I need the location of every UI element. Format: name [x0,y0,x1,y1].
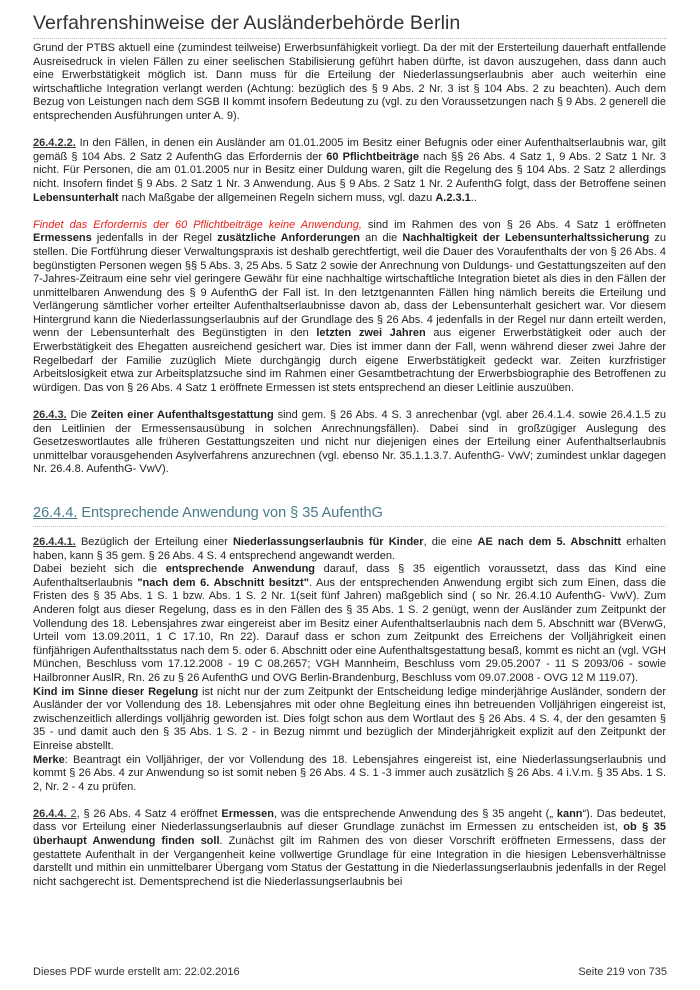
page-footer [33,966,667,978]
paragraph-26-4-2-2: 26.4.2.2. In den Fällen, in denen ein Ausländer am 01.01.2005 im Besitz einer Befugnis oder einer Aufenthaltserlaubnis war, gilt gemäß § 104 Abs. 2 Satz 2 AufenthG das Erfordernis der 60 Pflichtbeiträge nach §§ 26 Abs. 4 Satz 1, 9 Abs. 2 Satz 1 Nr. 3 nicht. Für Personen, die am 01.01.2005 nur in Besitz einer Duldung waren, gilt die Regelung des § 104 Abs. 2 Satz 2 allerdings nicht. Insofern findet § 9 Abs. 2 Satz 1 Nr. 3 Anwendung. Aus § 9 Abs. 2 Satz 1 Nr. 2 AufenthG folgt, dass der Betroffene seinen Lebensunterhalt nach Maßgabe der allgemeinen Regeln sichern muss, vgl. dazu A.2.3.1.. [33,137,667,204]
section-ref-number[interactable]: 2 [66,807,77,820]
section-ref-26-4-4-1[interactable]: 26.4.4.1. [33,536,76,548]
paragraph-ptbs: Grund der PTBS aktuell eine (zumindest teilweise) Erwerbsunfähigkeit vorliegt. Da der mit der Ersterteilung dauerhaft entfallende Ausreisedruck in vielen Fällen zu einer seelischen Stabilisierung geführt haben dürfte, ist davon auszugehen, dass dann auch eine Erwerbstätigkeit möglich ist. Dann muss für die Erteilung der Niederlassungserlaubnis aber auch weiterhin eine wirtschaftliche Integration verlangt werden (Achtung: bezüglich des § 9 Abs. 2 Nr. 3 ist § 104 Abs. 2 zu beachten). Auch dem Bezug von Leistungen nach dem SGB II kommt insofern Bedeutung zu (vgl. zu den Voraussetzungen nach § 9 Abs. 2 generell die entsprechenden Ausführungen unter A. 9). [33,42,666,122]
section-ref-26-4-3[interactable]: 26.4.3. [33,409,67,422]
paragraph-kind-definition: Kind im Sinne dieser Regelung ist nicht nur der zum Zeitpunkt der Entscheidung ledige minderjährige Ausländer, sondern der Ausländer der vor Vollendung des 18. Lebensjahres mit oder ohne Begleitung eines ihn betreuenden Volljährigen eingereist ist, zwischenzeitlich allerdings volljährig geworden ist. Dies folgt schon aus dem Wortlaut des § 26 Abs. 4 S. 4, der den gesamten § 35 - und damit auch den § 35 Abs. 1 S. 2 - in Bezug nimmt und bezüglich der Minderjährigkeit explizit auf den Zeitpunkt der Einreise abstellt. [33,685,666,752]
paragraph-pflichtbeitraege: Findet das Erfordernis der 60 Pflichtbeiträge keine Anwendung, sind im Rahmen des von § 26 Abs. 4 Satz 1 eröffneten Ermessens jedenfalls in der Regel zusätzliche Anforderungen an die Nachhaltigkeit der Lebensunterhaltssicherung zu stellen. Die Fortführung dieser Verwaltungspraxis ist deshalb gerechtfertigt, weil die Dauer des Voraufenthalts der von § 26 Abs. 4 begünstigten Personen wegen §§ 5 Abs. 3, 25 Abs. 5 Satz 2 sowie der Anrechnung von Duldungs- und Gestattungszeiten auf den 7-Jahres-Zeitraum eine sehr viel geringere Gewähr für eine nachhaltige wirtschaftliche Integration bietet als dies in den Fällen der unmittelbaren Anwendung des § 9 AufenthG der Fall ist. In den letztgenannten Fällen hing nämlich bereits die Erteilung und Verlängerung sämtlicher vorher erteilter Aufenthaltserlaubnisse davon ab, dass der Lebensunterhalt gesichert war. Vor diesem Hintergrund kann die Niederlassungserlaubnis auf der Grundlage des § 26 Abs. 4 jedenfalls in der Regel nur dann erteilt werden, wenn der Lebensunterhalt des Begünstigten in den letzten zwei Jahren aus eigener Erwerbstätigkeit oder auch der Erwerbstätigkeit des Ehegatten ausreichend gesichert war. Dies ist immer dann der Fall, wenn während dieser zwei Jahre der Regelbedarf der Familie zuzüglich Miete durchgängig durch eigene Erwerbstätigkeit gedeckt war. Zeiten kurzfristiger Arbeitslosigkeit etwa zur Arbeitsplatzsuche sind im Rahmen einer Gesamtbetrachtung der Erwerbsbiographie des Betroffenen zu würdigen. Das von § 26 Abs. 4 Satz 1 eröffnete Ermessen ist stets entsprechend an dieser Leitlinie auszuüben. [33,218,666,394]
title-divider [33,38,667,39]
paragraph-26-4-3: 26.4.3. Die Zeiten einer Aufenthaltsgestattung sind gem. § 26 Abs. 4 S. 3 anrechenbar (vgl. aber 26.4.1.4. sowie 26.4.1.5 zu den Leitlinien der Ermessensausübung in solchen Anrechnungsfällen). Dabei sind in großzügiger Auslegung des Gesetzeswortlautes alle früheren Gestattungszeiten und nicht nur diejenigen eines der Erteilung einer Aufenthaltserlaubnis unmittelbar vorausgehenden Asylverfahrens anzurechnen (vgl. ebenso Nr. 35.1.1.3.7. AufenthG- VwV; zumindest unklar dagegen Nr. 26.4.8. AufenthG- VwV). [33,409,666,476]
footer-created-date: Dieses PDF wurde erstellt am: 22.02.2016 [33,966,240,978]
section-heading-26-4-4: 26.4.4. Entsprechende Anwendung von § 35 AufenthG [33,505,383,521]
page-title: Verfahrenshinweise der Ausländerbehörde Berlin [33,12,461,34]
section-ref-26-4-4[interactable]: 26.4.4. [33,505,78,521]
paragraph-26-4-4-2: 26.4.4. 2, § 26 Abs. 4 Satz 4 eröffnet Ermessen, was die entsprechende Anwendung des § 35 angeht („ kann“). Das bedeutet, dass vor Erteilung einer Niederlassungserlaubnis auf dieser Grundlage zunächst im Ermessen zu entscheiden ist, ob § 35 überhaupt Anwendung finden soll. Zunächst gilt im Rahmen des von dieser Vorschrift eröffneten Ermessens, dass der gestattete Aufenthalt in der Vergangenheit keine vollwertige Grundlage für eine Integration in die hiesigen Lebensverhältnisse darstellt und mithin ein unmittelbarer Übergang vom Status der Gestattung in die Niederlassungserlaubnis jedenfalls in der Regel nicht sachgerecht ist. Dementsprechend ist die Niederlassungserlaubnis bei [33,807,667,888]
highlighted-note: Findet das Erfordernis der 60 Pflichtbeiträge keine Anwendung, [33,218,362,231]
link-vwv-26-4-10[interactable]: so Nr. 26.4.10 AufenthG- VwV). [480,590,640,603]
link-bverwg-urteil[interactable]: (BVerwG, Urteil vom 13.09.2011, 1 C 17.10, Rn 22) [33,617,666,644]
document-body [33,42,666,889]
section-ref-26-4-4-2[interactable]: 26.4.4. [33,807,67,820]
heading-divider [33,526,666,536]
link-gestattung[interactable]: Gestattung [344,862,399,875]
footer-page-number: Seite 219 von 735 [578,966,667,978]
section-ref-26-4-2-2[interactable]: 26.4.2.2. [33,137,76,150]
cross-ref-a-2-3-1: A.2.3.1 [435,191,471,204]
paragraph-26-4-4-1: 26.4.4.1. Bezüglich der Erteilung einer Niederlassungserlaubnis für Kinder, die eine AE nach dem 5. Abschnitt erhalten haben, kann § 35 gem. § 26 Abs. 4 S. 4 entsprechend angewandt werden. [33,536,666,562]
paragraph-entsprechende-anwendung: Dabei bezieht sich die entsprechende Anwendung darauf, dass § 35 eigentlich voraussetzt, dass das Kind eine Aufenthaltserlaubnis "nach dem 6. Abschnitt besitzt". Aus der entsprechenden Anwendung ergibt sich zum Einen, dass die Fristen des § 35 Abs. 1 S. 1 bzw. Abs. 1 S. 2 Nr. 1(seit fünf Jahren) maßgeblich sind ( so Nr. 26.4.10 AufenthG- VwV). Zum Anderen folgt aus dieser Regelung, dass es in den Fällen des § 35 Abs. 1 S. 2 genügt, wenn der Ausländer zum Zeitpunkt der Vollendung des 18. Lebensjahres zwar eingereist aber im Besitz einer Aufenthaltserlaubnis nach dem 5. Abschnitt war (BVerwG, Urteil vom 13.09.2011, 1 C 17.10, Rn 22). Darauf dass er schon zum Zeitpunkt des Erreichens der Volljährigkeit einen fünfjährigen Aufenthaltsstatus nach dem 5. oder 6. Abschnitt oder eine Aufenthaltsgestattung besaß, kommt es nicht an (vgl. VGH München, Beschluss vom 17.12.2008 - 19 C 08.2657; VGH Mannheim, Beschluss vom 29.05.2007 - 11 S 2093/06 - sowie Hailbronner AuslR, Rn. 26 zu § 26 AufenthG und OVG Berlin-Brandenburg, Beschluss vom 09.07.2008 - OVG 12 M 119.07). [33,563,667,684]
paragraph-merke: Merke: Beantragt ein Volljähriger, der vor Vollendung des 18. Lebensjahres eingereist ist, eine Niederlassungserlaubnis und kommt § 26 Abs. 4 zur Anwendung so ist somit neben § 26 Abs. 4 S. 1 -3 immer auch zusätzlich § 26 Abs. 4 i.V.m. § 35 Abs. 1 S. 2, Nr. 2 - 4 zu prüfen. [33,753,666,793]
